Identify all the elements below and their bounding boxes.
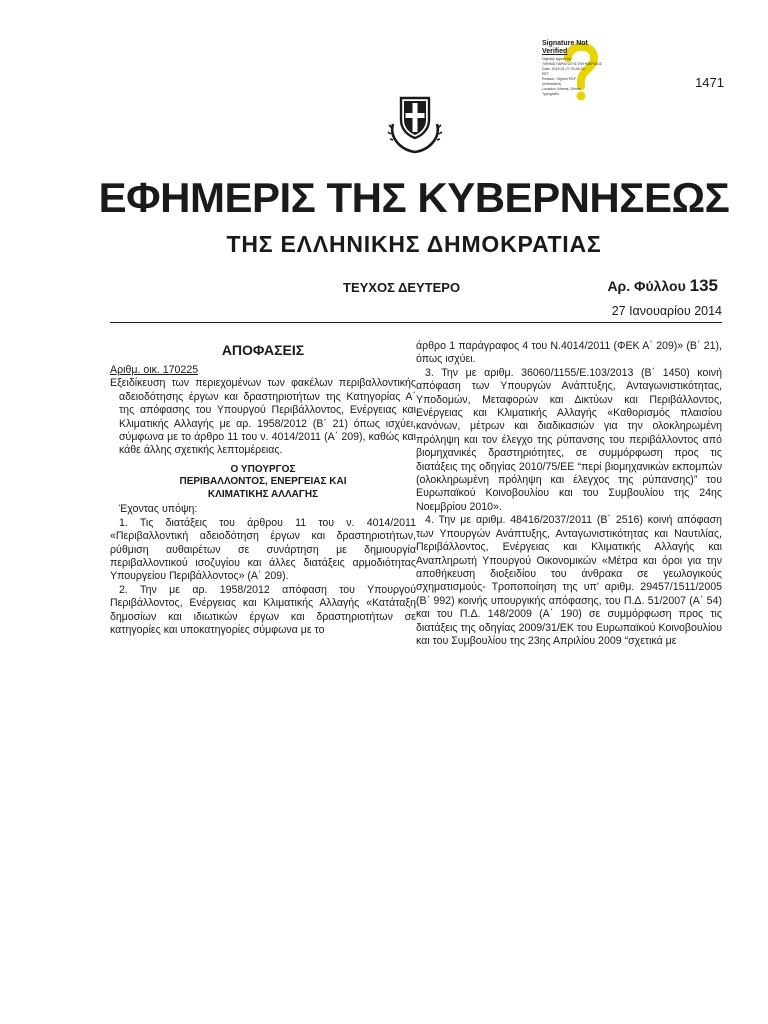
issue-series: ΤΕΥΧΟΣ ΔΕΥΤΕΡΟ [343,280,461,295]
paragraph-2: 2. Την με αρ. 1958/2012 απόφαση του Υπουργού Περιβάλλοντος, Ενέργειας και Κλιματικής Αλλαγής «Κατάταξη δημοσίων και ιδιωτικών έργων και δραστηριοτήτων σε κατηγορίες και υποκατηγορίες σύμφωνα με το [110,583,416,636]
signature-details: Digitally signed by ΤΜΗΜΑ ΠΑΡΑΓΩΓΗΣ ΕΦΗΜΕΡΙΔΟΣ Date: 2014.01.27 20:46:33 EET Reason: Signed PDF (embedded) Location: Athens, Ethnik Typografio [542,57,602,96]
paragraph-3: 3. Την με αριθμ. 36060/1155/Ε.103/2013 (Β΄ 1450) κοινή απόφαση των Υπουργών Ανάπτυξης, Ανταγωνιστικότητας, Υποδομών, Μεταφορών και Δικτύων και Περιβάλλοντος, Ενέργειας και Κλιματικής Αλλαγής «Καθορισμός πλαισίου κανόνων, μέτρων και διαδικασιών για την ολοκληρωμένη πρόληψη και τον έλεγχο της ρύπανσης του περιβάλλοντος από βιομηχανικές δραστηριότητες, σε συμμόρφωση προς τις διατάξεις της οδηγίας 2010/75/ΕΕ “περί βιομηχανικών εκπομπών (ολοκληρωμένη πρόληψη και έλεγχος της ρύπανσης)” του Ευρωπαϊκού Κοινοβουλίου και του Συμβουλίου της 24ης Νοεμβρίου 2010». [416,366,722,513]
greek-coat-of-arms-icon [387,84,443,154]
section-title: ΑΠΟΦΑΣΕΙΣ [221,342,305,358]
right-column [416,340,722,648]
paragraph-2-continuation: άρθρο 1 παράγραφος 4 του Ν.4014/2011 (ΦΕΚ Α΄ 209)» (Β΄ 21), όπως ισχύει. [416,340,722,366]
issue-number-label: Αρ. Φύλλου [607,278,686,294]
header-divider [110,322,722,323]
issue-number [600,275,718,297]
issue-number-value: 135 [689,276,718,295]
decision-reference: Αριθμ. οικ. 170225 [110,364,199,376]
issue-date: 27 Ιανουαρίου 2014 [611,304,722,318]
signature-title: Signature Not Verified [542,40,588,55]
page-number: 1471 [695,75,724,90]
preamble: Έχοντας υπόψη: [119,503,198,516]
decision-subject: Εξειδίκευση των περιεχομένων των φακέλων περιβαλλοντικής αδειοδότησης έργων και δραστηριοτήτων της Κατηγορίας Α΄ της απόφασης του Υπουργού Περιβάλλοντος, Ενέργειας και Κλιματικής Αλλαγής με αρ. 1958/2012 (Β΄ 21) όπως ισχύει, σύμφωνα με το άρθρο 11 του ν. 4014/2011 (Α΄ 209), καθώς και κάθε άλλης σχετικής λεπτομέρειας. [110,377,416,457]
digital-signature-stamp[interactable] [542,40,616,104]
masthead-subtitle: ΤΗΣ ΕΛΛΗΝΙΚΗΣ ΔΗΜΟΚΡΑΤΙΑΣ [226,231,602,257]
left-column [110,340,416,637]
minister-heading: Ο ΥΠΟΥΡΓΟΣ ΠΕΡΙΒΑΛΛΟΝΤΟΣ, ΕΝΕΡΓΕΙΑΣ ΚΑΙ ΚΛΙΜΑΤΙΚΗΣ ΑΛΛΑΓΗΣ [179,463,347,500]
paragraph-1: 1. Τις διατάξεις του άρθρου 11 του ν. 4014/2011 «Περιβαλλοντική αδειοδότηση έργων και δραστηριοτήτων, ρύθμιση αυθαιρέτων σε συνάρτηση με δημιουργία περιβαλλοντικού ισοζυγίου και άλλες διατάξεις αρμοδιότητας Υπουργείου Περιβάλλοντος» (Α΄ 209). [110,516,416,583]
masthead-title: ΕΦΗΜΕΡΙΣ ΤΗΣ ΚΥΒΕΡΝΗΣΕΩΣ [98,174,730,221]
paragraph-4: 4. Την με αριθμ. 48416/2037/2011 (Β΄ 2516) κοινή απόφαση των Υπουργών Ανάπτυξης, Ανταγωνιστικότητας και Ναυτιλίας, Περιβάλλοντος, Ενέργειας και Κλιματικής Αλλαγής και Αναπληρωτή Υπουργού Οικονομικών «Μέτρα και όροι για την αποθήκευση διοξειδίου του άνθρακα σε γεωλογικούς σχηματισμούς- Τροποποίηση της υπ’ αριθμ. 29457/1511/2005 (Β΄ 992) κοινής υπουργικής απόφασης, του Π.Δ. 51/2007 (Α΄ 54) και του Π.Δ. 148/2009 (Α΄ 190) σε συμμόρφωση προς τις διατάξεις της οδηγίας 2009/31/ΕΚ του Ευρωπαϊκού Κοινοβουλίου και του Συμβουλίου της 23ης Απριλίου 2009 “σχετικά με [416,514,722,647]
